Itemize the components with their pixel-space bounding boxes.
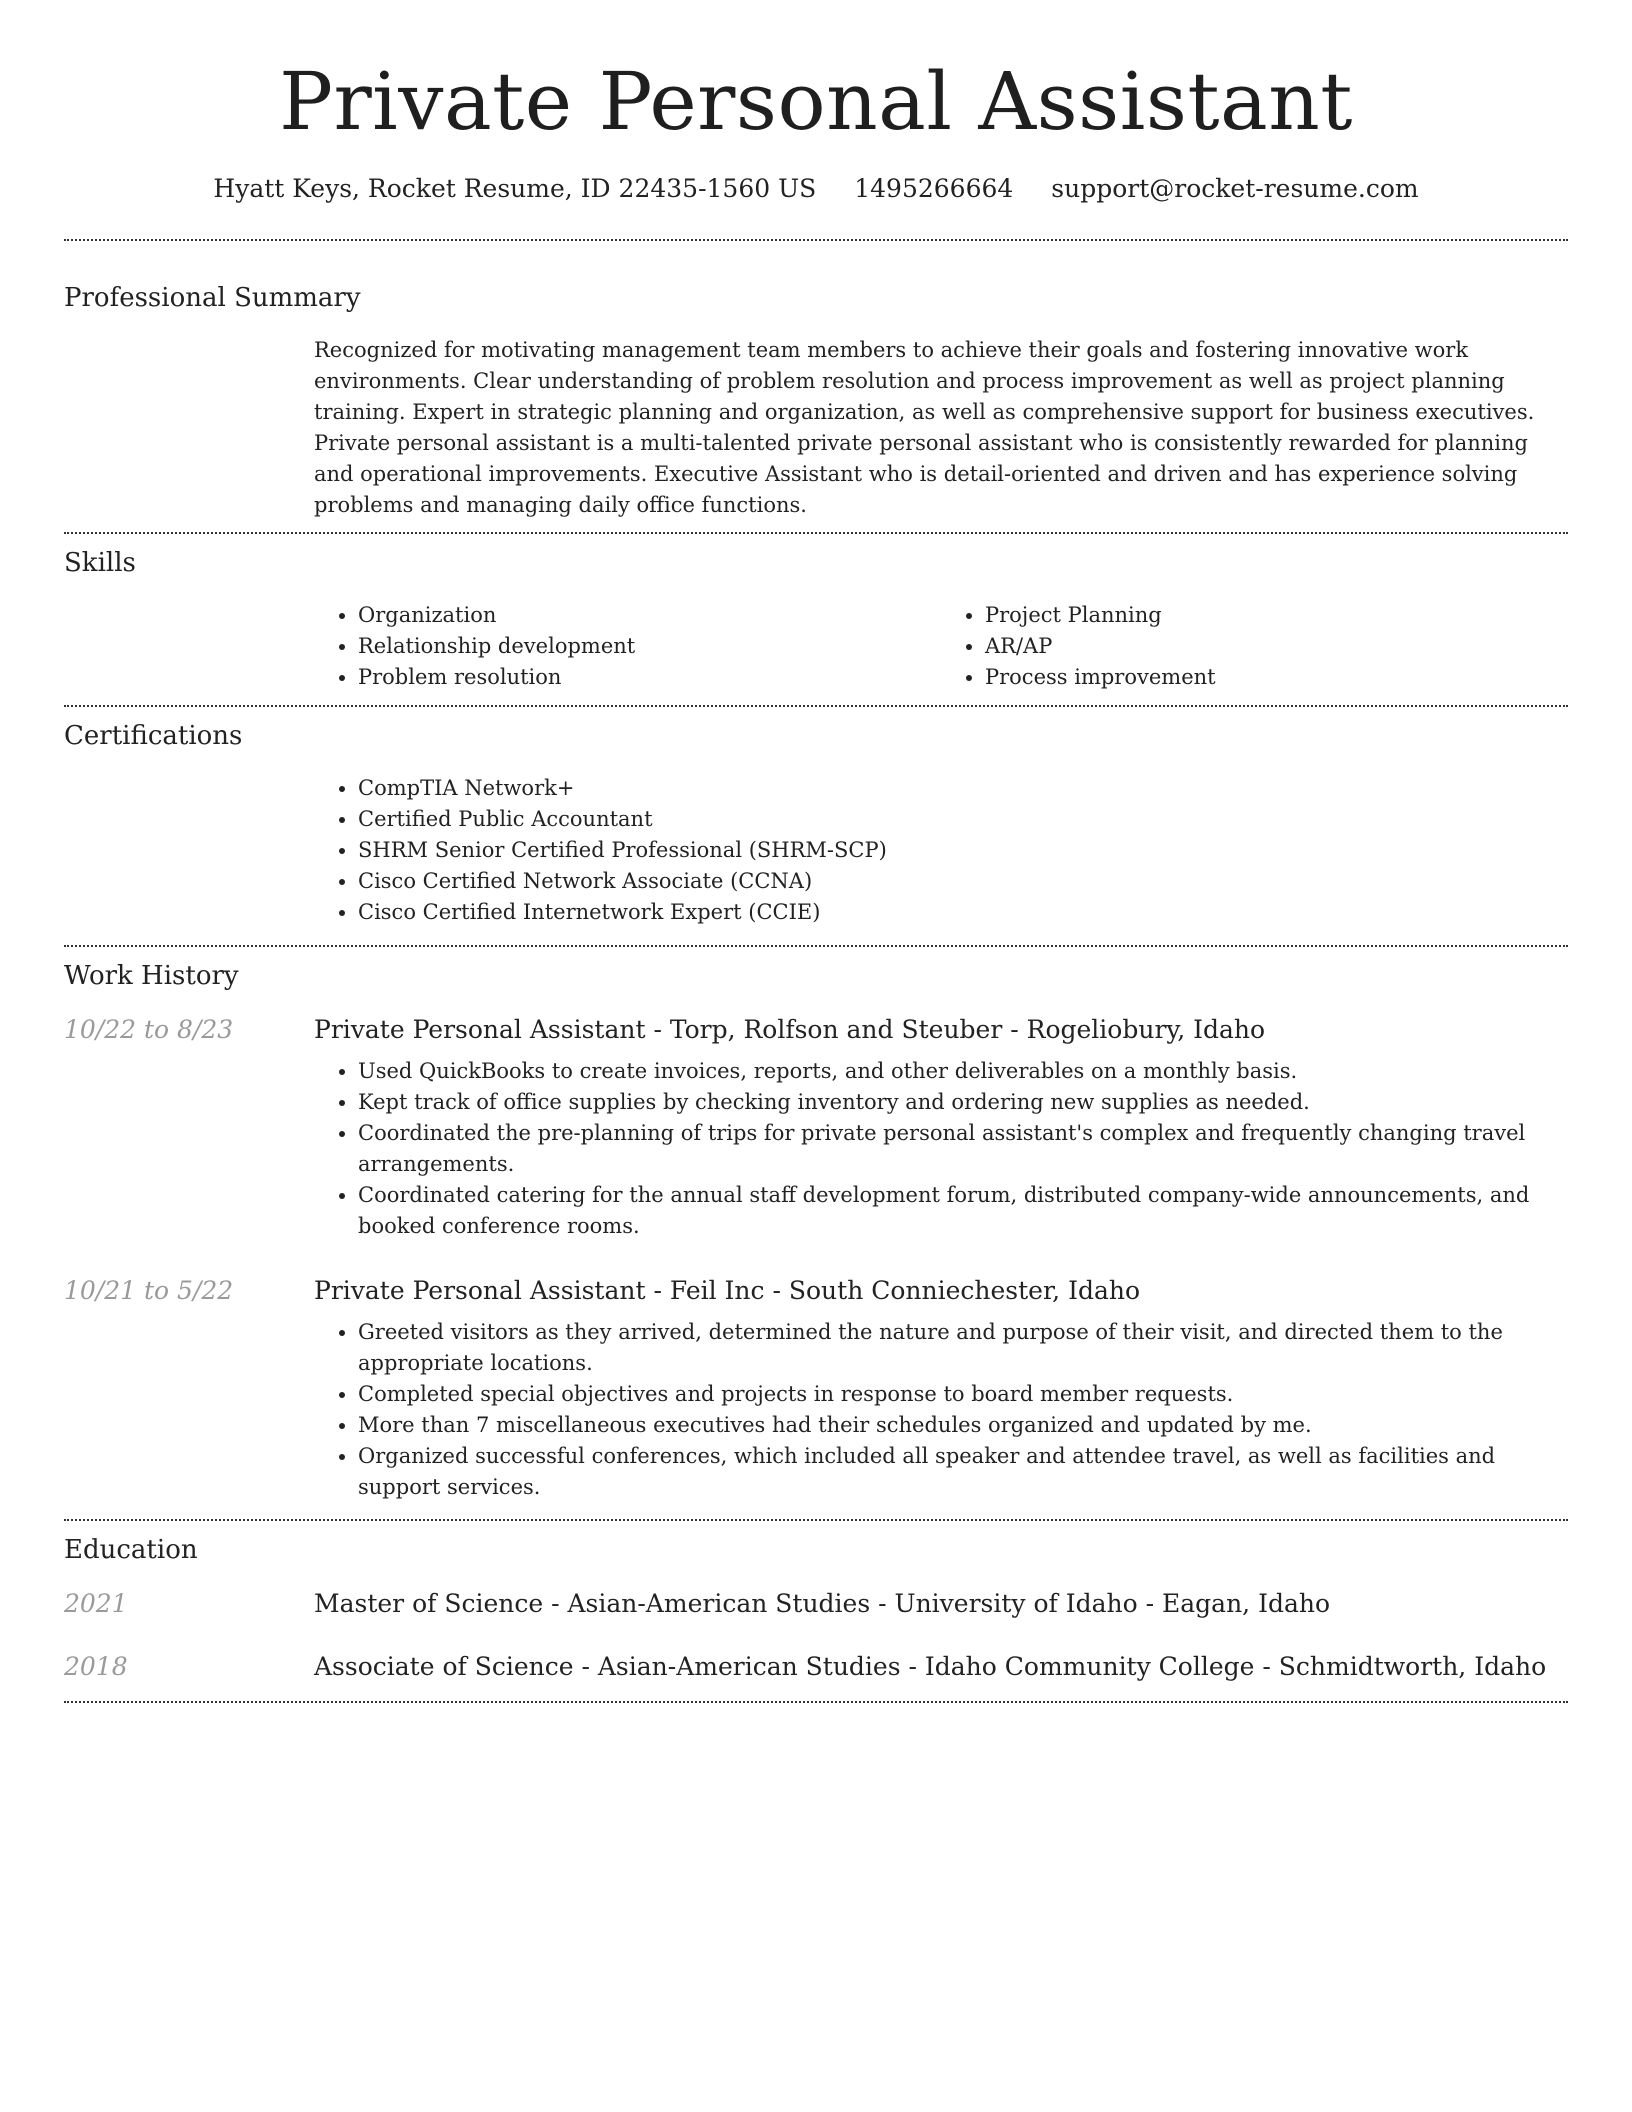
skills-list-left: [314, 600, 941, 693]
contact-line: [64, 174, 1568, 203]
skill-item: • Project Planning: [985, 600, 1568, 631]
divider: [64, 705, 1568, 707]
contact-phone: 1495266664: [854, 174, 1014, 203]
education-entry: [64, 1652, 1568, 1681]
skill-item: • Process improvement: [985, 662, 1568, 693]
job-bullet: • Coordinated catering for the annual staff development forum, distributed company-wide announcements, and booked conference rooms.: [358, 1180, 1568, 1242]
education-year: 2018: [64, 1652, 128, 1681]
certification-item: • Certified Public Accountant: [358, 804, 1568, 835]
job-header: [64, 1015, 1568, 1044]
skill-item: • Problem resolution: [358, 662, 941, 693]
certifications-list: [314, 773, 1568, 928]
job-bullets: [314, 1056, 1568, 1242]
certification-item: • CompTIA Network+: [358, 773, 1568, 804]
job-bullets: [314, 1317, 1568, 1503]
certification-item: • Cisco Certified Internetwork Expert (CCIE): [358, 897, 1568, 928]
section-title-certifications: Certifications: [64, 721, 243, 751]
divider: [64, 532, 1568, 534]
job-title: Private Personal Assistant - Feil Inc - South Conniechester, Idaho: [314, 1276, 1141, 1305]
skill-item: • Relationship development: [358, 631, 941, 662]
job-bullet: • Used QuickBooks to create invoices, reports, and other deliverables on a monthly basis.: [358, 1056, 1568, 1087]
contact-address: Hyatt Keys, Rocket Resume, ID 22435-1560 US: [213, 174, 817, 203]
job-bullet: • Coordinated the pre-planning of trips for private personal assistant's complex and frequently changing travel arrangements.: [358, 1118, 1568, 1180]
certification-item: • SHRM Senior Certified Professional (SHRM-SCP): [358, 835, 1568, 866]
section-title-work-history: Work History: [64, 961, 239, 991]
certifications-content: [314, 773, 1568, 928]
divider: [64, 945, 1568, 947]
resume-page: [64, 0, 1568, 1703]
job-title: Private Personal Assistant - Torp, Rolfson and Steuber - Rogeliobury, Idaho: [314, 1015, 1266, 1044]
job-dates: 10/21 to 5/22: [64, 1276, 234, 1305]
job-bullet: • Organized successful conferences, which included all speaker and attendee travel, as well as facilities and support services.: [358, 1441, 1568, 1503]
skills-columns: [314, 600, 1568, 693]
work-history-section: [64, 961, 1568, 1503]
job-header: [64, 1276, 1568, 1305]
job-bullet: • Kept track of office supplies by checking inventory and ordering new supplies as needed.: [358, 1087, 1568, 1118]
section-title-skills: Skills: [64, 548, 136, 578]
education-degree: Master of Science - Asian-American Studies - University of Idaho - Eagan, Idaho: [314, 1589, 1331, 1618]
section-title-education: Education: [64, 1535, 198, 1565]
job-details: [314, 1056, 1568, 1242]
job-bullet: • Greeted visitors as they arrived, determined the nature and purpose of their visit, and directed them to the appropriate locations.: [358, 1317, 1568, 1379]
job-dates: 10/22 to 8/23: [64, 1015, 234, 1044]
skills-list-right: [941, 600, 1568, 693]
summary-text: Recognized for motivating management team members to achieve their goals and fostering innovative work environments. Clear understanding of problem resolution and process improvement as well as project planning training. Expert in strategic planning and organization, as well as comprehensive support for business executives. Private personal assistant is a multi-talented private personal assistant who is consistently rewarded for planning and operational improvements. Executive Assistant who is detail-oriented and driven and has experience solving problems and managing daily office functions.: [314, 338, 1535, 517]
candidate-name: Private Personal Assistant: [279, 55, 1353, 148]
job-bullet: • Completed special objectives and projects in response to board member requests.: [358, 1379, 1568, 1410]
summary-section: [64, 283, 1568, 521]
education-entry: [64, 1589, 1568, 1618]
skills-section: [64, 548, 1568, 693]
section-title-summary: Professional Summary: [64, 283, 361, 313]
divider: [64, 1701, 1568, 1703]
divider: [64, 1519, 1568, 1521]
education-year: 2021: [64, 1589, 128, 1618]
job-bullet: • More than 7 miscellaneous executives had their schedules organized and updated by me.: [358, 1410, 1568, 1441]
job-entry: [64, 1276, 1568, 1503]
skill-item: • AR/AP: [985, 631, 1568, 662]
skill-item: • Organization: [358, 600, 941, 631]
divider: [64, 239, 1568, 241]
certification-item: • Cisco Certified Network Associate (CCNA): [358, 866, 1568, 897]
education-degree: Associate of Science - Asian-American Studies - Idaho Community College - Schmidtworth, Idaho: [314, 1652, 1547, 1681]
contact-email[interactable]: support@rocket-resume.com: [1051, 174, 1419, 203]
job-entry: [64, 1015, 1568, 1242]
certifications-section: [64, 721, 1568, 928]
job-details: [314, 1317, 1568, 1503]
education-section: [64, 1535, 1568, 1681]
